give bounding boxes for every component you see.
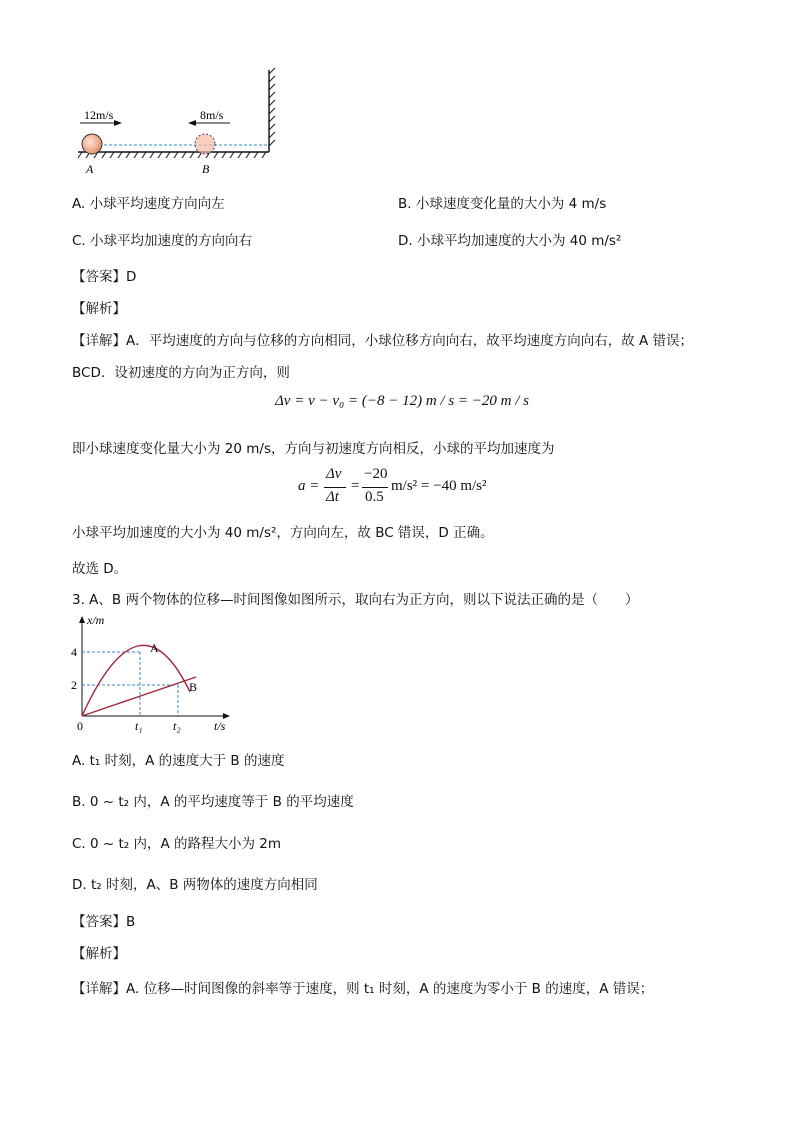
eq-frac2-den: 0.5 bbox=[365, 489, 384, 505]
p2-option-d: D. 小球平均加速度的大小为 40 m/s² bbox=[398, 233, 622, 249]
eq-equals: = bbox=[351, 478, 360, 494]
p3-stem: 3. A、B 两个物体的位移—时间图像如图所示，取向右为正方向，则以下说法正确的是（ ） bbox=[72, 592, 639, 608]
p3-answer: 【答案】B bbox=[72, 914, 136, 930]
p3-detail-1: 【详解】A. 位移—时间图像的斜率等于速度，则 t₁ 时刻，A 的速度为零小于 B 的速度，A 错误； bbox=[72, 981, 654, 997]
p2-detail-1: 【详解】A．平均速度的方向与位移的方向相同，小球位移方向向右，故平均速度方向向右，故 A 错误； bbox=[72, 333, 694, 349]
speed-label-right: 8m/s bbox=[200, 108, 224, 122]
p2-detail-4: 小球平均加速度的大小为 40 m/s²，方向向左，故 BC 错误，D 正确。 bbox=[72, 525, 494, 541]
curve-a bbox=[82, 645, 190, 716]
p2-answer: 【答案】D bbox=[72, 269, 137, 285]
p2-detail-2: BCD．设初速度的方向为正方向，则 bbox=[72, 365, 290, 381]
eq-rhs: m/s² = −40 m/s² bbox=[391, 478, 487, 494]
origin-label: 0 bbox=[77, 719, 83, 733]
point-a-label: A bbox=[86, 162, 94, 176]
p3-option-d: D. t₂ 时刻，A、B 两物体的速度方向相同 bbox=[72, 877, 318, 893]
t2-label: t₂ bbox=[173, 719, 181, 733]
p3-option-b: B. 0 ~ t₂ 内，A 的平均速度等于 B 的平均速度 bbox=[72, 794, 354, 810]
p2-equation-delta-v: Δv = v − v₀ = (−8 − 12) m / s = −20 m / s bbox=[275, 393, 530, 409]
p3-option-c: C. 0 ~ t₂ 内，A 的路程大小为 2m bbox=[72, 836, 282, 852]
point-b-label: B bbox=[202, 162, 210, 176]
xt-graph bbox=[68, 612, 238, 740]
speed-label-left: 12m/s bbox=[84, 108, 114, 122]
p2-option-c: C. 小球平均加速度的方向向右 bbox=[72, 233, 253, 249]
p2-detail-3: 即小球速度变化量大小为 20 m/s，方向与初速度方向相反，小球的平均加速度为 bbox=[72, 441, 555, 457]
p3-option-a: A. t₁ 时刻，A 的速度大于 B 的速度 bbox=[72, 753, 285, 769]
eq-frac2-num: −20 bbox=[364, 466, 388, 482]
p2-option-a: A. 小球平均速度方向向左 bbox=[72, 196, 225, 212]
y-axis-label: x/m bbox=[87, 613, 105, 627]
t1-label: t₁ bbox=[135, 719, 143, 733]
ball-a bbox=[82, 134, 102, 154]
p2-option-b: B. 小球速度变化量的大小为 4 m/s bbox=[398, 196, 607, 212]
p2-analysis-heading: 【解析】 bbox=[72, 301, 126, 317]
ball-b bbox=[195, 134, 215, 154]
eq-frac1-num: Δv bbox=[326, 466, 342, 482]
curve-a-label: A bbox=[150, 641, 159, 655]
eq-lhs: a = bbox=[298, 478, 320, 494]
tick-4: 4 bbox=[71, 645, 77, 659]
tick-2: 2 bbox=[71, 678, 77, 692]
eq-frac1-den: Δt bbox=[326, 489, 339, 505]
p2-conclusion: 故选 D。 bbox=[72, 561, 128, 577]
ball-wall-figure bbox=[70, 66, 290, 178]
p3-analysis-heading: 【解析】 bbox=[72, 946, 126, 962]
x-axis-label: t/s bbox=[214, 719, 226, 733]
line-b-label: B bbox=[189, 680, 198, 694]
